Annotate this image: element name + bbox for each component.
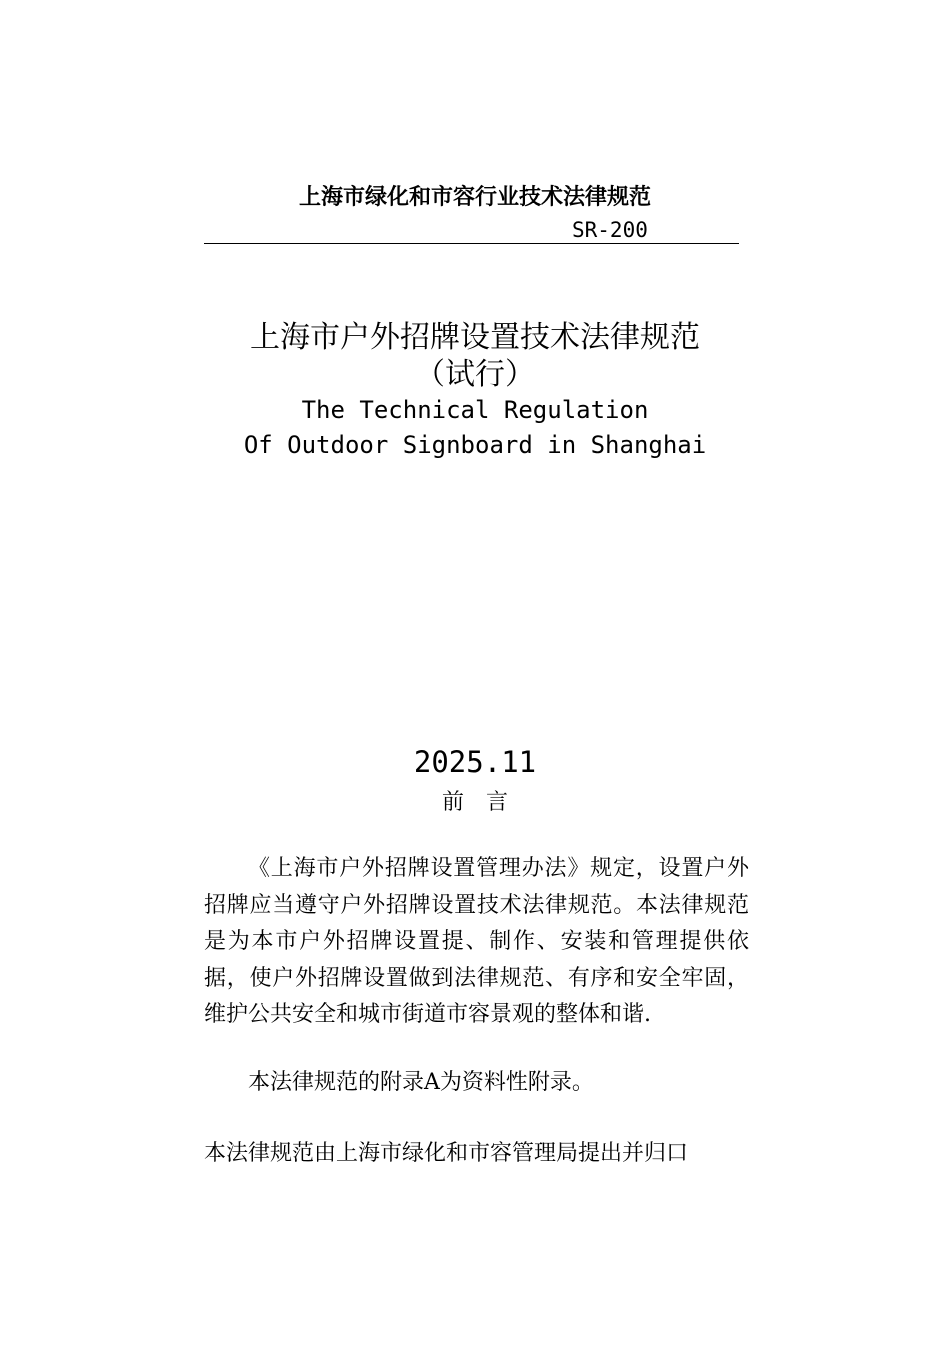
english-title-line-1: The Technical Regulation <box>301 396 649 424</box>
english-title <box>0 393 950 463</box>
document-subtitle: （试行） <box>415 357 535 392</box>
preface-paragraph: 本法律规范由上海市绿化和市容管理局提出并归口 <box>204 1141 689 1166</box>
preface-paragraph: 《上海市户外招牌设置管理办法》规定，设置户外招牌应当遵守户外招牌设置技术法律规范。本法律规范是为本市户外招牌设置提、制作、安装和管理提供依据，使户外招牌设置做到法律规范、有序和安全牢固，维护公共安全和城市街道市容景观的整体和谐. <box>204 856 749 1027</box>
header-rule <box>204 243 739 244</box>
english-title-line-2: Of Outdoor Signboard in Shanghai <box>243 431 707 459</box>
series-title: 上海市绿化和市容行业技术法律规范 <box>298 185 651 210</box>
preface-heading: 前 言 <box>441 790 508 815</box>
publication-date: 2025.11 <box>413 745 537 779</box>
preface-paragraph: 本法律规范的附录A为资料性附录。 <box>248 1070 594 1095</box>
standard-code: SR-200 <box>572 218 648 242</box>
document-title: 上海市户外招牌设置技术法律规范 <box>250 320 700 355</box>
